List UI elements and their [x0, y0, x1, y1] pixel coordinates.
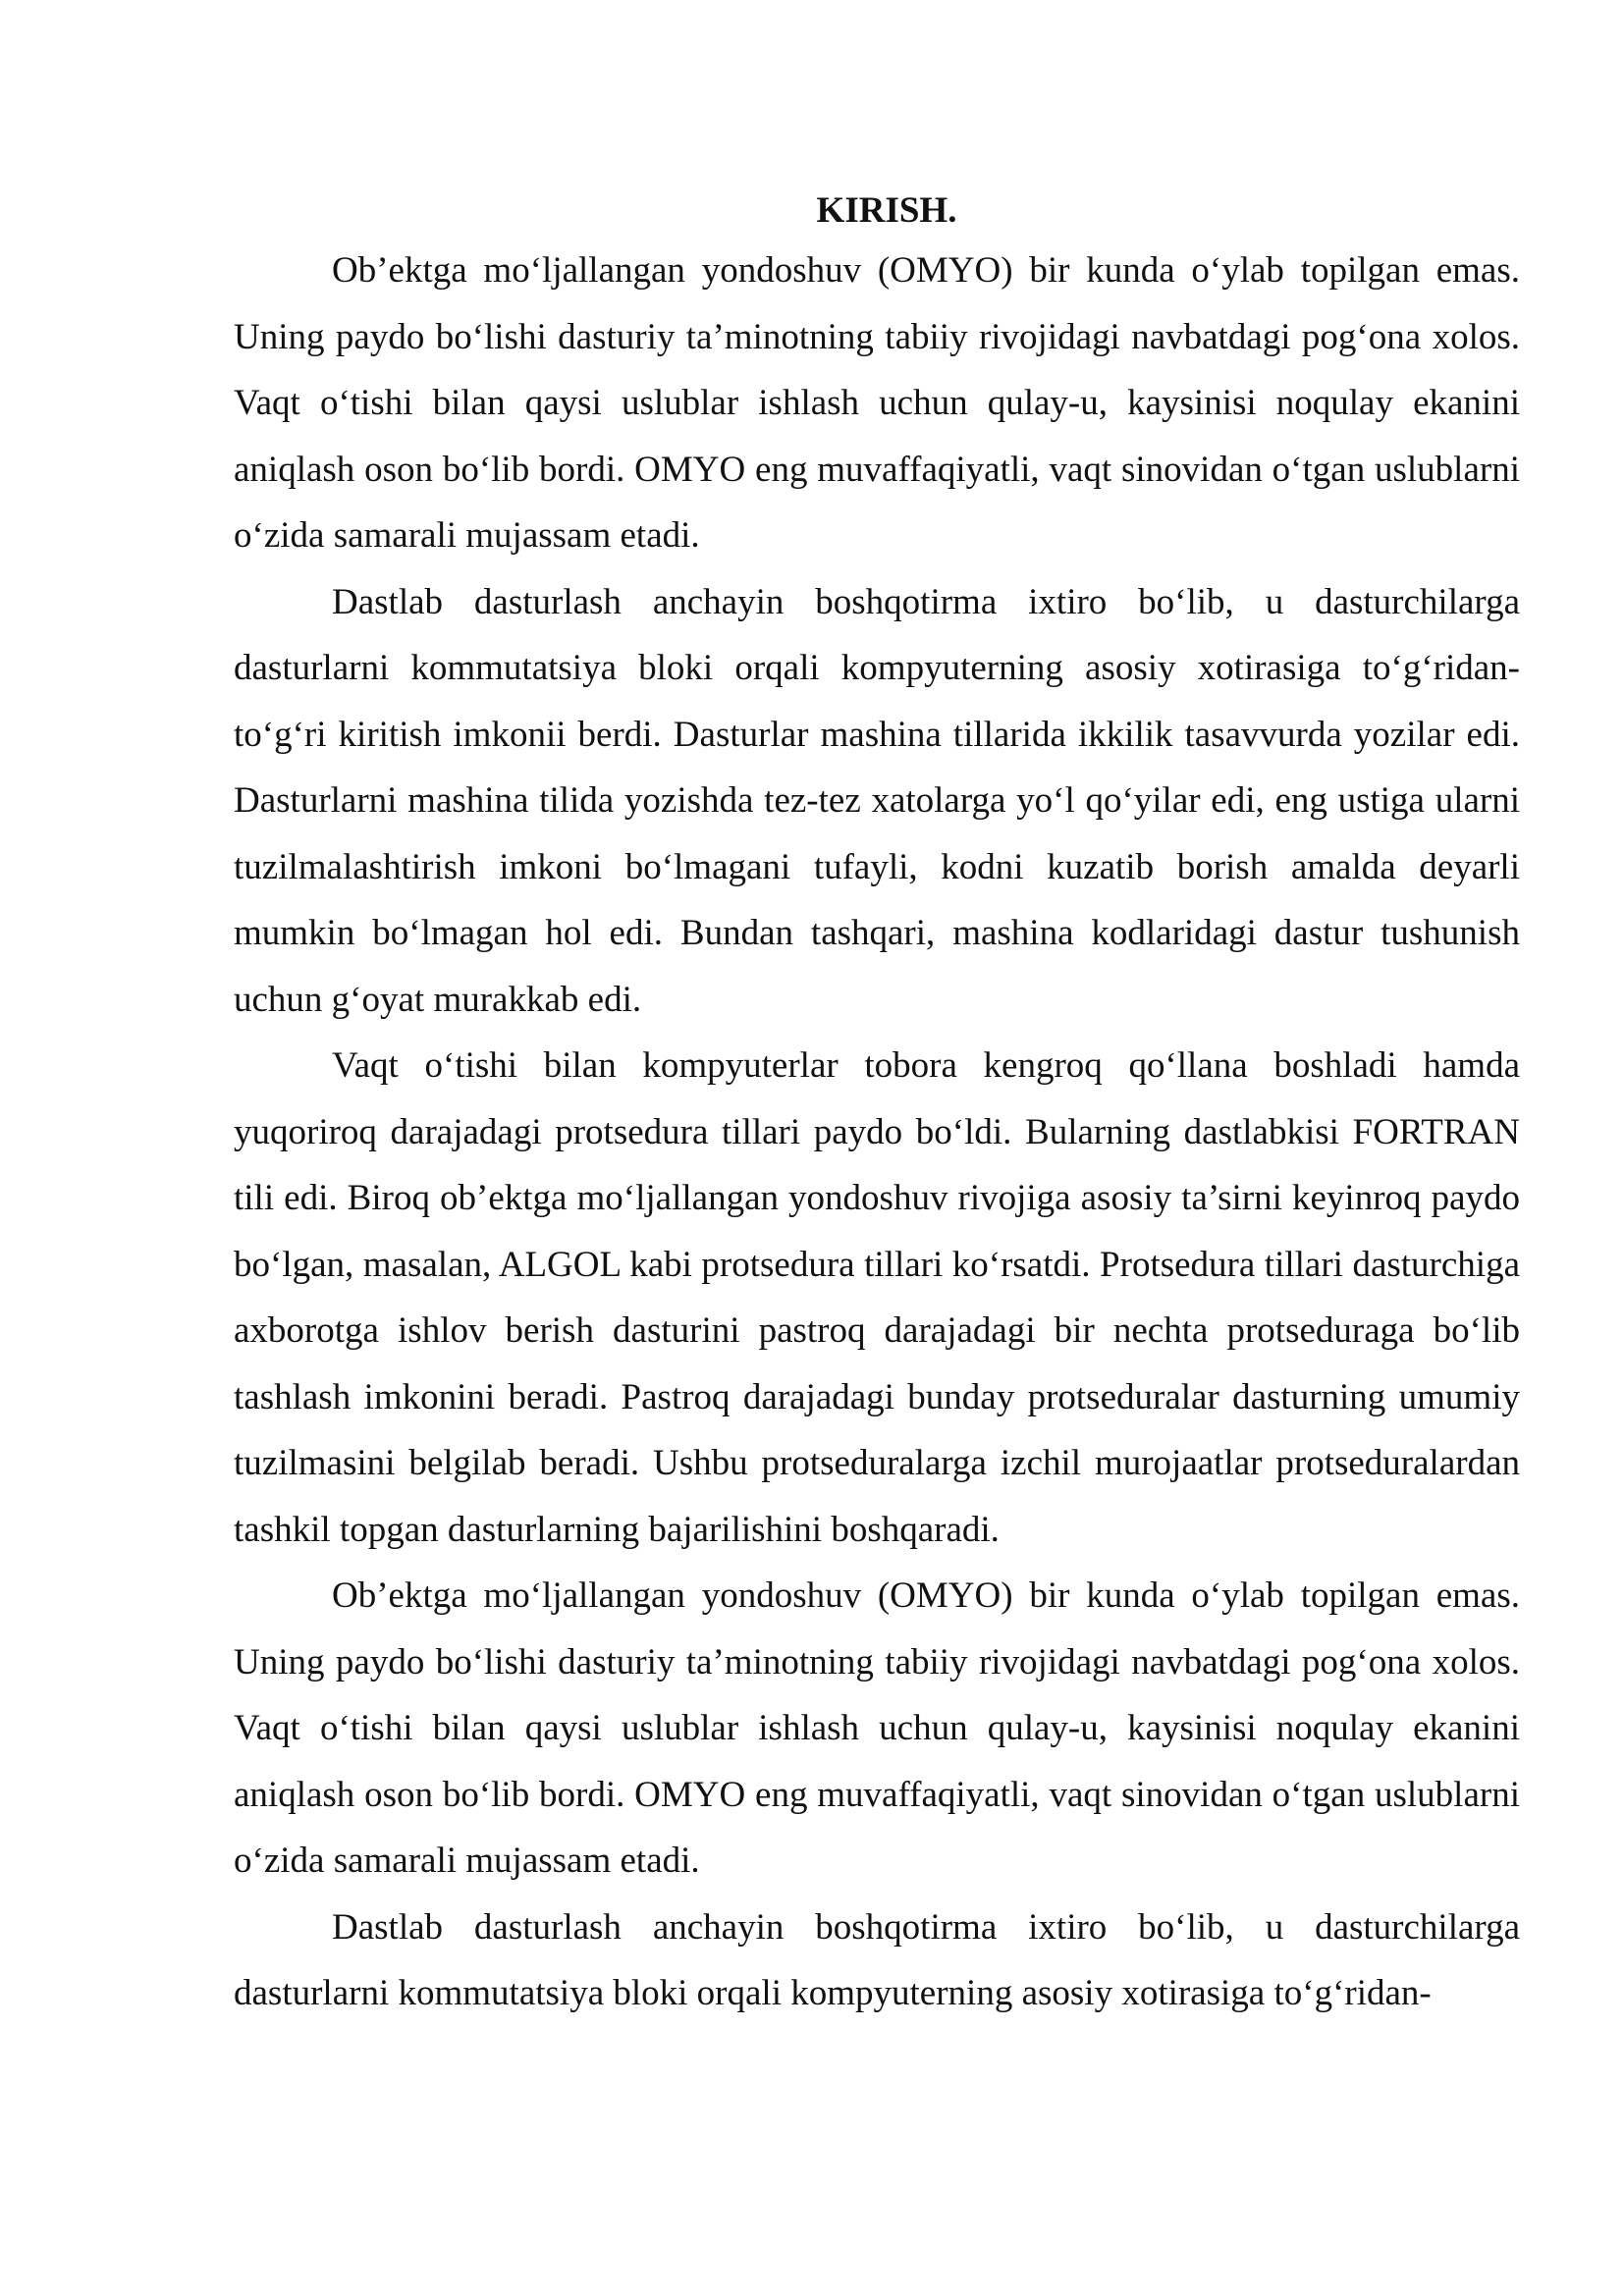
paragraph: Dastlab dasturlash anchayin boshqotirma ixtiro bo‘lib, u dasturchilarga dasturlarni kommutatsiya bloki orqali kompyuterning asosiy xotirasiga to‘g‘ridan- — [234, 1906, 1520, 2013]
page-title: KIRISH. — [816, 190, 957, 231]
paragraph: Vaqt o‘tishi bilan kompyuterlar tobora kengroq qo‘llana boshladi hamda yuqoriroq darajadagi protsedura tillari paydo bo‘ldi. Bularning dastlabkisi FORTRAN tili edi. Biroq ob’ektga mo‘ljallangan yondoshuv rivojiga asosiy ta’sirni keyinroq paydo bo‘lgan, masalan, ALGOL kabi protsedura tillari ko‘rsatdi. Protsedura tillari dasturchiga axborotga ishlov berish dasturini pastroq darajadagi bir nechta protseduraga bo‘lib tashlash imkonini beradi. Pastroq darajadagi bunday protseduralar dasturning umumiy tuzilmasini belgilab beradi. Ushbu protseduralarga izchil murojaatlar protseduralardan tashkil topgan dasturlarning bajarilishini boshqaradi. — [234, 1045, 1520, 1550]
document-body — [234, 187, 1520, 2027]
paragraph: Ob’ektga mo‘ljallangan yondoshuv (OMYO) bir kunda o‘ylab topilgan emas. Uning paydo bo‘lishi dasturiy ta’minotning tabiiy rivojidagi navbatdagi pog‘ona xolos. Vaqt o‘tishi bilan qaysi uslublar ishlash uchun qulay-u, kaysinisi noqulay ekanini aniqlash oson bo‘lib bordi. OMYO eng muvaffaqiyatli, vaqt sinovidan o‘tgan uslublarni o‘zida samarali mujassam etadi. — [234, 1575, 1520, 1881]
paragraph: Ob’ektga mo‘ljallangan yondoshuv (OMYO) bir kunda o‘ylab topilgan emas. Uning paydo bo‘lishi dasturiy ta’minotning tabiiy rivojidagi navbatdagi pog‘ona xolos. Vaqt o‘tishi bilan qaysi uslublar ishlash uchun qulay-u, kaysinisi noqulay ekanini aniqlash oson bo‘lib bordi. OMYO eng muvaffaqiyatli, vaqt sinovidan o‘tgan uslublarni o‘zida samarali mujassam etadi. — [234, 250, 1520, 556]
paragraph: Dastlab dasturlash anchayin boshqotirma ixtiro bo‘lib, u dasturchilarga dasturlarni kommutatsiya bloki orqali kompyuterning asosiy xotirasiga to‘g‘ridan-to‘g‘ri kiritish imkonii berdi. Dasturlar mashina tillarida ikkilik tasavvurda yozilar edi. Dasturlarni mashina tilida yozishda tez-tez xatolarga yo‘l qo‘yilar edi, eng ustiga ularni tuzilmalashtirish imkoni bo‘lmagani tufayli, kodni kuzatib borish amalda deyarli mumkin bo‘lmagan hol edi. Bundan tashqari, mashina kodlaridagi dastur tushunish uchun g‘oyat murakkab edi. — [234, 581, 1520, 1020]
